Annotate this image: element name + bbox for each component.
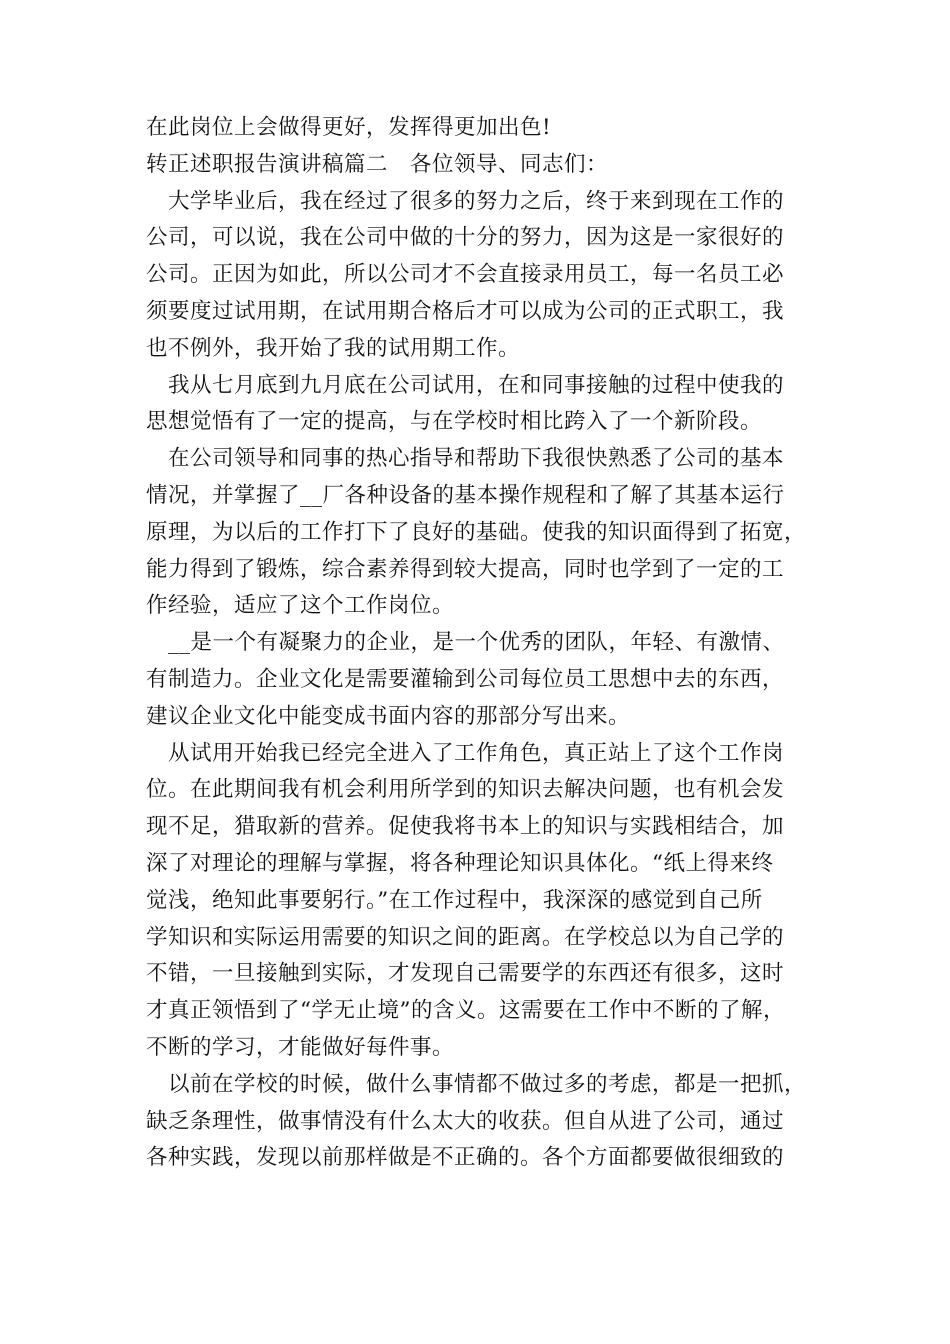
body-line: 原理，为以后的工作打下了良好的基础。使我的知识面得到了拓宽， — [146, 519, 807, 545]
paragraph-first-line: 从试用开始我已经完全进入了工作角色，真正站上了这个工作岗 — [168, 740, 785, 766]
paragraph-first-line: 大学毕业后，我在经过了很多的努力之后，终于来到现在工作的 — [168, 188, 785, 214]
body-line: 作经验，适应了这个工作岗位。 — [146, 593, 455, 619]
body-line: 有制造力。企业文化是需要灌输到公司每位员工思想中去的东西， — [146, 666, 785, 692]
body-line: 建议企业文化中能变成书面内容的那部分写出来。 — [146, 703, 631, 729]
body-line: 各种实践，发现以前那样做是不正确的。各个方面都要做很细致的 — [146, 1145, 785, 1171]
body-line: 学知识和实际运用需要的知识之间的距离。在学校总以为自己学的 — [146, 924, 785, 950]
body-line: 能力得到了锻炼，综合素养得到较大提高，同时也学到了一定的工 — [146, 556, 785, 582]
section-heading-line: 转正述职报告演讲稿篇二 各位领导、同志们： — [146, 151, 609, 177]
paragraph-first-line: __是一个有凝聚力的企业，是一个优秀的团队，年轻、有激情、 — [168, 630, 785, 656]
body-line: 缺乏条理性，做事情没有什么太大的收获。但自从进了公司，通过 — [146, 1108, 785, 1134]
paragraph-first-line: 我从七月底到九月底在公司试用，在和同事接触的过程中使我的 — [168, 372, 785, 398]
document-body — [146, 110, 816, 1177]
body-line: 觉浅，绝知此事要躬行。”在工作过程中，我深深的感觉到自己所 — [146, 887, 763, 913]
paragraph-first-line: 在公司领导和同事的热心指导和帮助下我很快熟悉了公司的基本 — [168, 446, 785, 472]
body-line: 在此岗位上会做得更好，发挥得更加出色! — [146, 115, 552, 140]
paragraph-first-line: 以前在学校的时候，做什么事情都不做过多的考虑，都是一把抓， — [168, 1071, 807, 1097]
body-line: 不错，一旦接触到实际，才发现自己需要学的东西还有很多，这时 — [146, 961, 785, 987]
body-line: 也不例外，我开始了我的试用期工作。 — [146, 335, 521, 361]
body-line: 思想觉悟有了一定的提高，与在学校时相比跨入了一个新阶段。 — [146, 409, 763, 435]
body-line: 情况，并掌握了__厂各种设备的基本操作规程和了解了其基本运行 — [146, 482, 785, 508]
body-line: 现不足，猎取新的营养。促使我将书本上的知识与实践相结合，加 — [146, 814, 785, 840]
body-line: 才真正领悟到了“学无止境”的含义。这需要在工作中不断的了解， — [146, 998, 785, 1024]
body-line: 位。在此期间我有机会利用所学到的知识去解决问题，也有机会发 — [146, 777, 785, 803]
body-line: 不断的学习，才能做好每件事。 — [146, 1034, 455, 1060]
body-line: 须要度过试用期，在试用期合格后才可以成为公司的正式职工，我 — [146, 298, 785, 324]
body-line: 深了对理论的理解与掌握，将各种理论知识具体化。“纸上得来终 — [146, 850, 774, 876]
body-line: 公司。正因为如此，所以公司才不会直接录用员工，每一名员工必 — [146, 262, 785, 288]
body-line: 公司，可以说，我在公司中做的十分的努力，因为这是一家很好的 — [146, 225, 785, 251]
